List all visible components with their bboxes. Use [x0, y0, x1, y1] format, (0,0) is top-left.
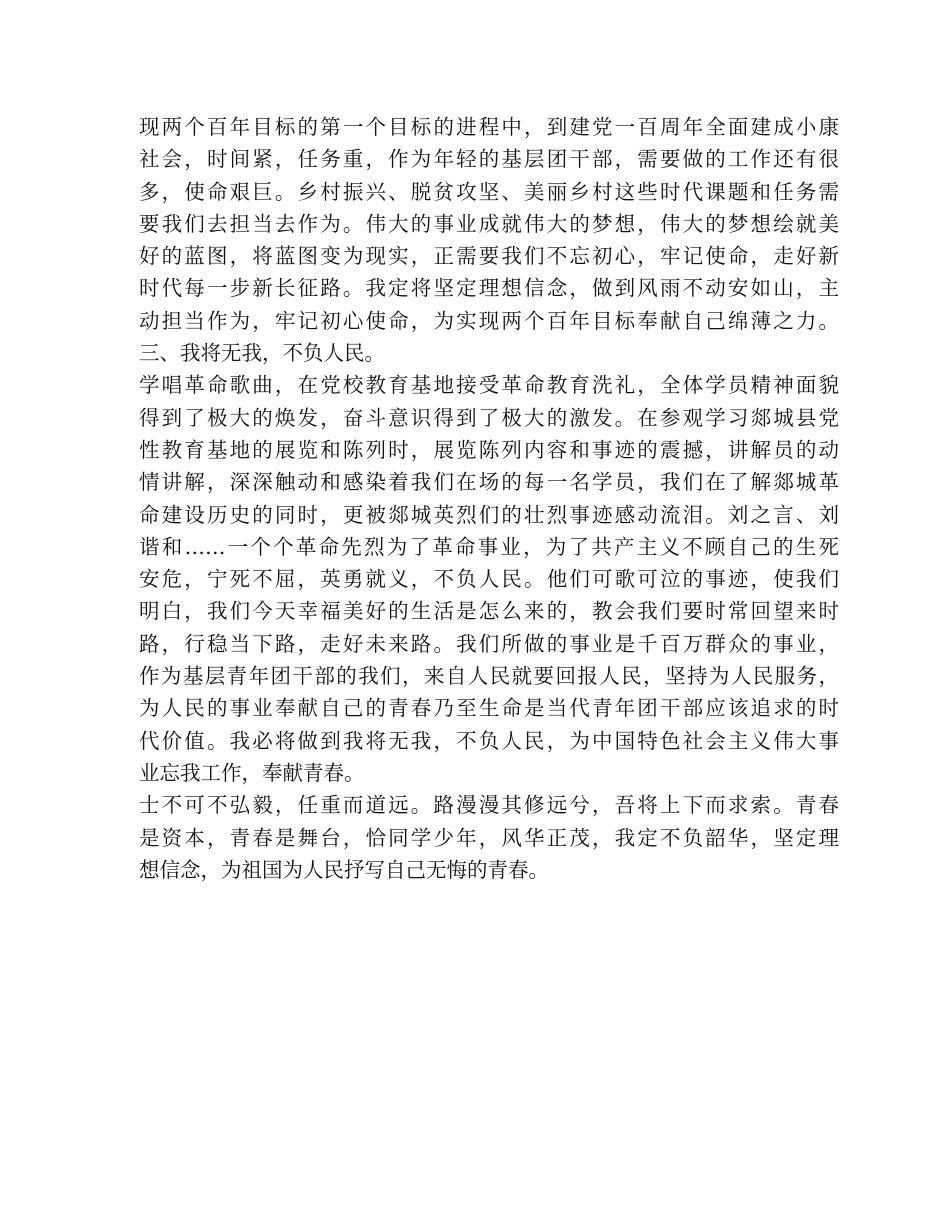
- text-line: 情讲解，深深触动和感染着我们在场的每一名学员，我们在了解郯城革: [139, 470, 839, 495]
- text-line: 要我们去担当去作为。伟大的事业成就伟大的梦想，伟大的梦想绘就美: [139, 211, 839, 236]
- text-line: 明白，我们今天幸福美好的生活是怎么来的，教会我们要时常回望来时: [139, 599, 839, 624]
- text-line: 业忘我工作，奉献青春。: [139, 760, 365, 785]
- text-line: 士不可不弘毅，任重而道远。路漫漫其修远兮，吾将上下而求索。青春: [139, 793, 839, 818]
- text-line: 社会，时间紧，任务重，作为年轻的基层团干部，需要做的工作还有很: [139, 147, 839, 172]
- text-line: 学唱革命歌曲，在党校教育基地接受革命教育洗礼，全体学员精神面貌: [139, 373, 839, 398]
- text-line: 想信念，为祖国为人民抒写自己无悔的青春。: [139, 857, 549, 882]
- text-line: 多，使命艰巨。乡村振兴、脱贫攻坚、美丽乡村这些时代课题和任务需: [139, 179, 839, 204]
- text-line: 作为基层青年团干部的我们，来自人民就要回报人民，坚持为人民服务，: [139, 664, 839, 689]
- document-body: [139, 111, 839, 886]
- text-line: 现两个百年目标的第一个目标的进程中，到建党一百周年全面建成小康: [139, 115, 839, 139]
- text-line: 三、我将无我，不负人民。: [139, 341, 385, 366]
- text-line: 安危，宁死不屈，英勇就义，不负人民。他们可歌可泣的事迹，使我们: [139, 567, 839, 592]
- text-line: 时代每一步新长征路。我定将坚定理想信念，做到风雨不动安如山，主: [139, 276, 839, 301]
- text-line: 命建设历史的同时，更被郯城英烈们的壮烈事迹感动流泪。刘之言、刘: [139, 502, 839, 527]
- text-line: 谐和……一个个革命先烈为了革命事业，为了共产主义不顾自己的生死: [139, 534, 839, 559]
- text-line: 性教育基地的展览和陈列时，展览陈列内容和事迹的震撼，讲解员的动: [139, 437, 839, 462]
- text-line: 好的蓝图，将蓝图变为现实，正需要我们不忘初心，牢记使命，走好新: [139, 244, 839, 269]
- text-line: 是资本，青春是舞台，恰同学少年，风华正茂，我定不负韶华，坚定理: [139, 825, 839, 850]
- text-line: 代价值。我必将做到我将无我，不负人民，为中国特色社会主义伟大事: [139, 728, 839, 753]
- text-line: 路，行稳当下路，走好未来路。我们所做的事业是千百万群众的事业，: [139, 631, 839, 656]
- text-line: 为人民的事业奉献自己的青春乃至生命是当代青年团干部应该追求的时: [139, 696, 839, 721]
- text-line: 动担当作为，牢记初心使命，为实现两个百年目标奉献自己绵薄之力。: [139, 308, 839, 333]
- text-line: 得到了极大的焕发，奋斗意识得到了极大的激发。在参观学习郯城县党: [139, 405, 839, 430]
